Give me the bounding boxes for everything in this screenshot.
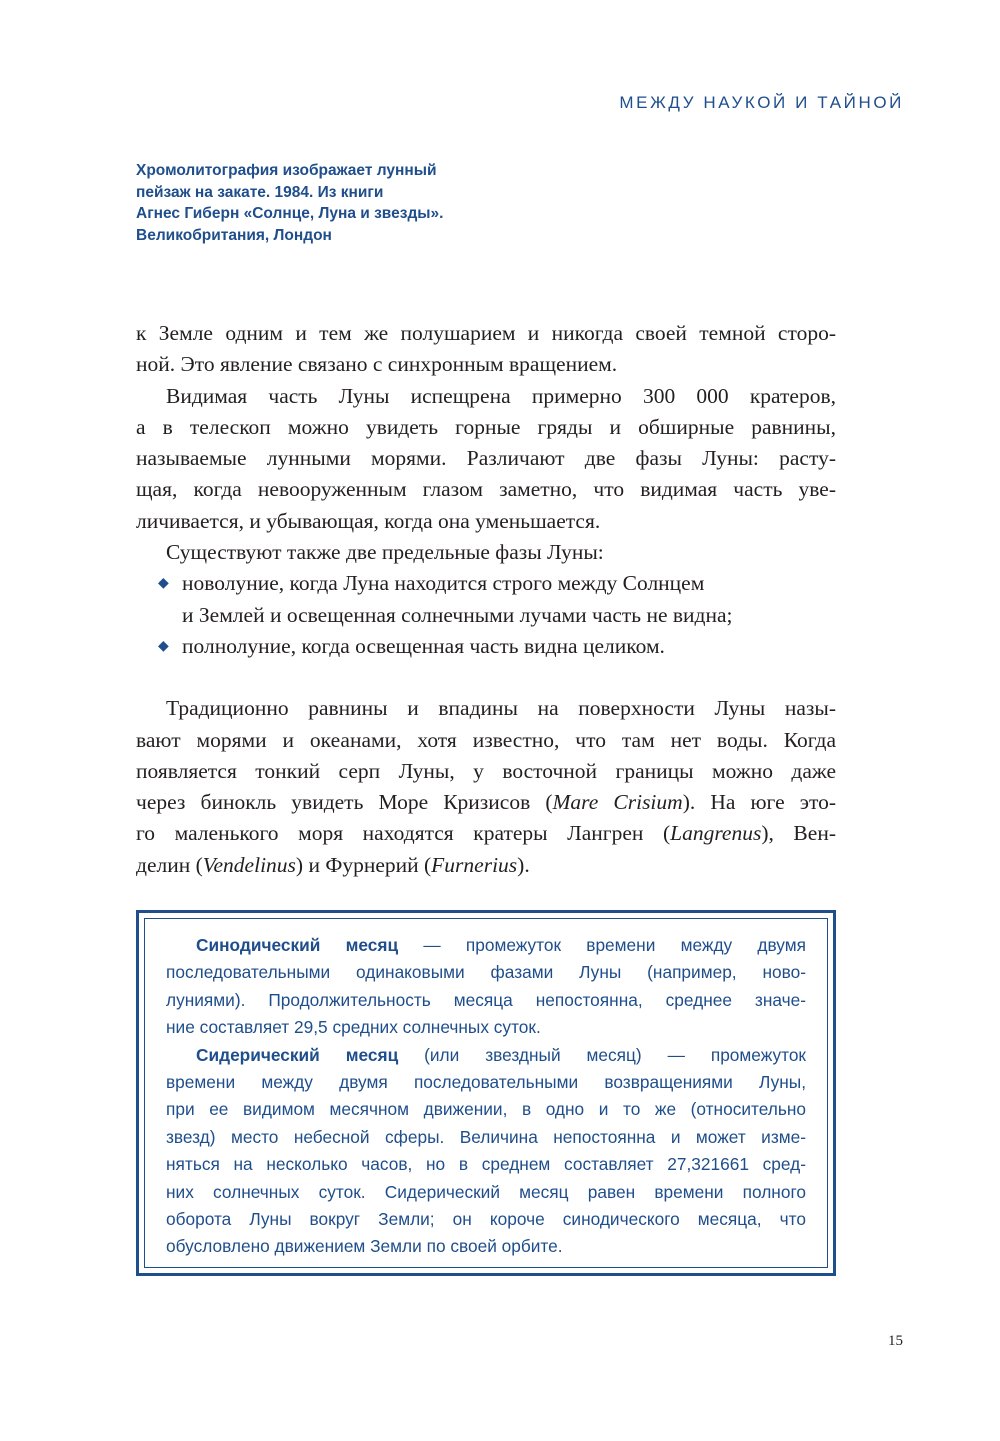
text-line: щая, когда невооруженным глазом заметно, что видимая часть уве-	[136, 477, 836, 502]
text-fragment: ), Вен-	[761, 821, 836, 846]
caption-line: пейзаж на закате. 1984. Из книги	[136, 183, 384, 201]
term: Синодический месяц	[196, 935, 399, 955]
caption-line: Великобритания, Лондон	[136, 226, 332, 244]
text-line: времени между двумя последовательными возвращениями Луны,	[166, 1072, 806, 1093]
text-line: них солнечных суток. Сидерический месяц равен времени полного	[166, 1181, 806, 1202]
text-line: к Земле одним и тем же полушарием и никогда своей темной сторо-	[136, 321, 836, 345]
text-line	[136, 818, 836, 849]
text-line: при ее видимом месячном движении, в одно и то же (относительно	[166, 1099, 806, 1120]
text-line: луниями). Продолжительность месяца непостоянна, среднее значе-	[166, 989, 806, 1010]
term: Сидерический месяц	[196, 1044, 399, 1065]
text-fragment: (или звездный месяц) — промежуток	[398, 1044, 806, 1065]
text-line: новолуние, когда Луна находится строго между Солнцем	[182, 571, 705, 596]
text-line: няться на несколько часов, но в среднем составляет 27,321661 сред-	[166, 1154, 806, 1175]
text-line: называемые лунными морями. Различают две фазы Луны: расту-	[136, 446, 836, 471]
paragraph	[136, 537, 836, 568]
running-head: МЕЖДУ НАУКОЙ И ТАЙНОЙ	[619, 93, 904, 112]
text-fragment: ) и Фурнерий (	[295, 852, 432, 877]
text-line	[136, 850, 836, 881]
caption-line: Хромолитография изображает лунный	[136, 162, 437, 179]
text-line: обусловлено движением Земли по своей орбите.	[166, 1236, 563, 1257]
spacer	[136, 662, 836, 693]
text-fragment: — промежуток времени между двумя	[398, 935, 806, 955]
text-fragment: делин (	[136, 852, 203, 877]
text-fragment: через бинокль увидеть Море Кризисов (	[136, 790, 553, 815]
page-number: 15	[888, 1333, 903, 1349]
text-line: последовательными одинаковыми фазами Луны (например, ново-	[166, 962, 806, 983]
paragraph	[136, 693, 836, 881]
image-caption	[136, 160, 496, 246]
text-line: вают морями и океанами, хотя известно, что там нет воды. Когда	[136, 727, 836, 752]
paragraph	[136, 318, 836, 381]
paragraph	[136, 381, 836, 537]
text-line: и Землей и освещенная солнечными лучами часть не видна;	[182, 602, 733, 627]
definition-box	[136, 910, 836, 1276]
text-fragment: го маленького моря находятся кратеры Лангрен (	[136, 821, 671, 846]
text-line: Традиционно равнины и впадины на поверхности Луны назы-	[166, 696, 836, 721]
text-line: Существуют также две предельные фазы Луны:	[166, 540, 604, 565]
text-line: а в телескоп можно увидеть горные гряды и обширные равнины,	[136, 414, 836, 439]
text-line: полнолуние, когда освещенная часть видна целиком.	[182, 633, 665, 658]
text-line: ной. Это явление связано с синхронным вращением.	[136, 352, 618, 377]
latin-name: Furnerius	[431, 852, 518, 877]
latin-name: Vendelinus	[202, 852, 296, 877]
text-line: личивается, и убывающая, когда она уменьшается.	[136, 508, 601, 533]
text-fragment: ). На юге это-	[682, 790, 836, 815]
diamond-bullet-icon: ◆	[158, 638, 169, 654]
text-line: Видимая часть Луны испещрена примерно 300 000 кратеров,	[166, 383, 836, 408]
caption-line: Агнес Гиберн «Солнце, Луна и звезды».	[136, 205, 444, 222]
text-line: звезд) место небесной сферы. Величина непостоянна и может изме-	[166, 1126, 806, 1147]
list-item	[136, 631, 836, 662]
latin-name: Langrenus	[670, 821, 762, 846]
text-line	[136, 787, 836, 818]
text-line	[166, 932, 806, 959]
text-line: ние составляет 29,5 средних солнечных суток.	[166, 1017, 541, 1038]
list-item	[136, 568, 836, 631]
latin-name: Mare Crisium	[552, 790, 683, 815]
definition-text	[166, 932, 806, 1261]
main-text	[136, 318, 836, 881]
bullet-list	[136, 568, 836, 662]
text-line	[166, 1042, 806, 1069]
text-line: появляется тонкий серп Луны, у восточной границы можно даже	[136, 758, 836, 783]
text-line: оборота Луны вокруг Земли; он короче синодического месяца, что	[166, 1209, 806, 1230]
diamond-bullet-icon: ◆	[158, 576, 169, 592]
text-fragment: ).	[517, 852, 530, 877]
